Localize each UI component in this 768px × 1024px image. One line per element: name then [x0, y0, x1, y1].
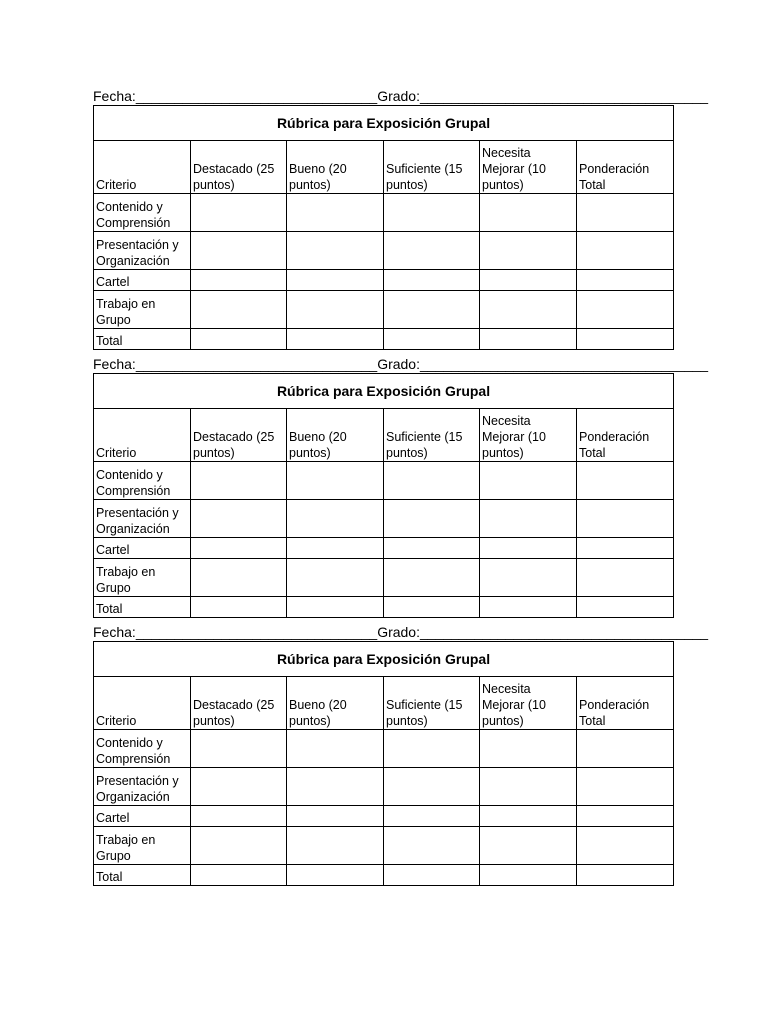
col-header-necesita-mejorar: Necesita Mejorar (10 puntos) — [480, 409, 577, 462]
score-cell[interactable] — [191, 500, 287, 538]
score-cell[interactable] — [287, 538, 384, 559]
col-header-criterio: Criterio — [94, 677, 191, 730]
col-header-bueno: Bueno (20 puntos) — [287, 141, 384, 194]
col-header-destacado: Destacado (25 puntos) — [191, 141, 287, 194]
score-cell[interactable] — [577, 194, 674, 232]
score-cell[interactable] — [577, 232, 674, 270]
fecha-grado-line — [93, 87, 709, 105]
score-cell[interactable] — [577, 291, 674, 329]
row-label-contenido: Contenido y Comprensión — [94, 194, 191, 232]
score-cell[interactable] — [577, 768, 674, 806]
rubric-table — [93, 641, 674, 886]
score-cell[interactable] — [480, 538, 577, 559]
score-cell[interactable] — [577, 270, 674, 291]
score-cell[interactable] — [577, 462, 674, 500]
table-row — [94, 462, 674, 500]
score-cell[interactable] — [480, 768, 577, 806]
score-cell[interactable] — [191, 232, 287, 270]
score-cell[interactable] — [191, 538, 287, 559]
col-header-bueno: Bueno (20 puntos) — [287, 677, 384, 730]
rubric-title: Rúbrica para Exposición Grupal — [94, 106, 674, 141]
col-header-suficiente: Suficiente (15 puntos) — [384, 677, 480, 730]
grado-blank[interactable]: _____________________________________ — [420, 356, 709, 372]
row-label-cartel: Cartel — [94, 270, 191, 291]
score-cell[interactable] — [480, 329, 577, 350]
fecha-label: Fecha: — [93, 624, 136, 640]
score-cell[interactable] — [191, 806, 287, 827]
grado-label: Grado: — [377, 88, 420, 104]
rubric-table — [93, 105, 674, 350]
fecha-blank[interactable]: _______________________________ — [135, 624, 378, 640]
col-header-ponderacion-total: Ponderación Total — [577, 409, 674, 462]
score-cell[interactable] — [577, 538, 674, 559]
row-label-cartel: Cartel — [94, 806, 191, 827]
score-cell[interactable] — [480, 291, 577, 329]
score-cell[interactable] — [287, 194, 384, 232]
table-row — [94, 329, 674, 350]
score-cell[interactable] — [287, 291, 384, 329]
score-cell[interactable] — [384, 462, 480, 500]
score-cell[interactable] — [287, 806, 384, 827]
score-cell[interactable] — [287, 730, 384, 768]
score-cell[interactable] — [480, 597, 577, 618]
col-header-destacado: Destacado (25 puntos) — [191, 409, 287, 462]
score-cell[interactable] — [191, 270, 287, 291]
score-cell[interactable] — [191, 597, 287, 618]
table-row — [94, 270, 674, 291]
score-cell[interactable] — [384, 597, 480, 618]
table-row — [94, 232, 674, 270]
score-cell[interactable] — [577, 806, 674, 827]
fecha-grado-line — [93, 355, 709, 373]
grado-blank[interactable]: _____________________________________ — [420, 88, 709, 104]
col-header-ponderacion-total: Ponderación Total — [577, 677, 674, 730]
score-cell[interactable] — [287, 500, 384, 538]
score-cell[interactable] — [384, 865, 480, 886]
table-row — [94, 768, 674, 806]
col-header-criterio: Criterio — [94, 141, 191, 194]
score-cell[interactable] — [480, 730, 577, 768]
header-row — [94, 677, 674, 730]
grado-blank[interactable]: _____________________________________ — [420, 624, 709, 640]
table-row — [94, 806, 674, 827]
score-cell[interactable] — [480, 232, 577, 270]
row-label-total: Total — [94, 597, 191, 618]
fecha-grado-line — [93, 623, 709, 641]
row-label-presentacion: Presentación y Organización — [94, 232, 191, 270]
score-cell[interactable] — [287, 462, 384, 500]
score-cell[interactable] — [577, 329, 674, 350]
fecha-blank[interactable]: _______________________________ — [135, 88, 378, 104]
score-cell[interactable] — [384, 730, 480, 768]
score-cell[interactable] — [191, 329, 287, 350]
score-cell[interactable] — [577, 865, 674, 886]
table-row — [94, 500, 674, 538]
col-header-suficiente: Suficiente (15 puntos) — [384, 409, 480, 462]
score-cell[interactable] — [384, 538, 480, 559]
score-cell[interactable] — [480, 194, 577, 232]
score-cell[interactable] — [384, 500, 480, 538]
table-row — [94, 194, 674, 232]
col-header-suficiente: Suficiente (15 puntos) — [384, 141, 480, 194]
row-label-contenido: Contenido y Comprensión — [94, 730, 191, 768]
row-label-cartel: Cartel — [94, 538, 191, 559]
rubric-title: Rúbrica para Exposición Grupal — [94, 374, 674, 409]
score-cell[interactable] — [384, 194, 480, 232]
fecha-blank[interactable]: _______________________________ — [135, 356, 378, 372]
score-cell[interactable] — [480, 270, 577, 291]
score-cell[interactable] — [384, 232, 480, 270]
score-cell[interactable] — [480, 462, 577, 500]
row-label-trabajo-en-grupo: Trabajo en Grupo — [94, 559, 191, 597]
rubric-table — [93, 373, 674, 618]
score-cell[interactable] — [287, 232, 384, 270]
score-cell[interactable] — [480, 865, 577, 886]
table-row — [94, 865, 674, 886]
score-cell[interactable] — [384, 806, 480, 827]
score-cell[interactable] — [577, 597, 674, 618]
row-label-total: Total — [94, 865, 191, 886]
grado-label: Grado: — [377, 624, 420, 640]
score-cell[interactable] — [191, 559, 287, 597]
score-cell[interactable] — [287, 865, 384, 886]
score-cell[interactable] — [191, 865, 287, 886]
rubric-title: Rúbrica para Exposición Grupal — [94, 642, 674, 677]
score-cell[interactable] — [384, 827, 480, 865]
fecha-label: Fecha: — [93, 356, 136, 372]
table-row — [94, 291, 674, 329]
row-label-trabajo-en-grupo: Trabajo en Grupo — [94, 291, 191, 329]
table-row — [94, 559, 674, 597]
table-row — [94, 538, 674, 559]
col-header-criterio: Criterio — [94, 409, 191, 462]
score-cell[interactable] — [191, 768, 287, 806]
header-row — [94, 409, 674, 462]
row-label-trabajo-en-grupo: Trabajo en Grupo — [94, 827, 191, 865]
row-label-presentacion: Presentación y Organización — [94, 500, 191, 538]
score-cell[interactable] — [577, 559, 674, 597]
score-cell[interactable] — [384, 270, 480, 291]
score-cell[interactable] — [287, 768, 384, 806]
score-cell[interactable] — [191, 827, 287, 865]
score-cell[interactable] — [287, 827, 384, 865]
score-cell[interactable] — [384, 768, 480, 806]
col-header-bueno: Bueno (20 puntos) — [287, 409, 384, 462]
fecha-label: Fecha: — [93, 88, 136, 104]
score-cell[interactable] — [384, 559, 480, 597]
col-header-necesita-mejorar: Necesita Mejorar (10 puntos) — [480, 141, 577, 194]
score-cell[interactable] — [577, 730, 674, 768]
score-cell[interactable] — [577, 827, 674, 865]
score-cell[interactable] — [287, 270, 384, 291]
row-label-total: Total — [94, 329, 191, 350]
score-cell[interactable] — [191, 730, 287, 768]
score-cell[interactable] — [384, 329, 480, 350]
score-cell[interactable] — [480, 500, 577, 538]
score-cell[interactable] — [191, 291, 287, 329]
score-cell[interactable] — [577, 500, 674, 538]
score-cell[interactable] — [480, 806, 577, 827]
col-header-necesita-mejorar: Necesita Mejorar (10 puntos) — [480, 677, 577, 730]
col-header-destacado: Destacado (25 puntos) — [191, 677, 287, 730]
table-row — [94, 730, 674, 768]
grado-label: Grado: — [377, 356, 420, 372]
score-cell[interactable] — [480, 559, 577, 597]
header-row — [94, 141, 674, 194]
col-header-ponderacion-total: Ponderación Total — [577, 141, 674, 194]
table-row — [94, 827, 674, 865]
score-cell[interactable] — [287, 559, 384, 597]
score-cell[interactable] — [287, 329, 384, 350]
score-cell[interactable] — [384, 291, 480, 329]
score-cell[interactable] — [191, 462, 287, 500]
row-label-presentacion: Presentación y Organización — [94, 768, 191, 806]
score-cell[interactable] — [480, 827, 577, 865]
table-row — [94, 597, 674, 618]
row-label-contenido: Contenido y Comprensión — [94, 462, 191, 500]
score-cell[interactable] — [191, 194, 287, 232]
score-cell[interactable] — [287, 597, 384, 618]
